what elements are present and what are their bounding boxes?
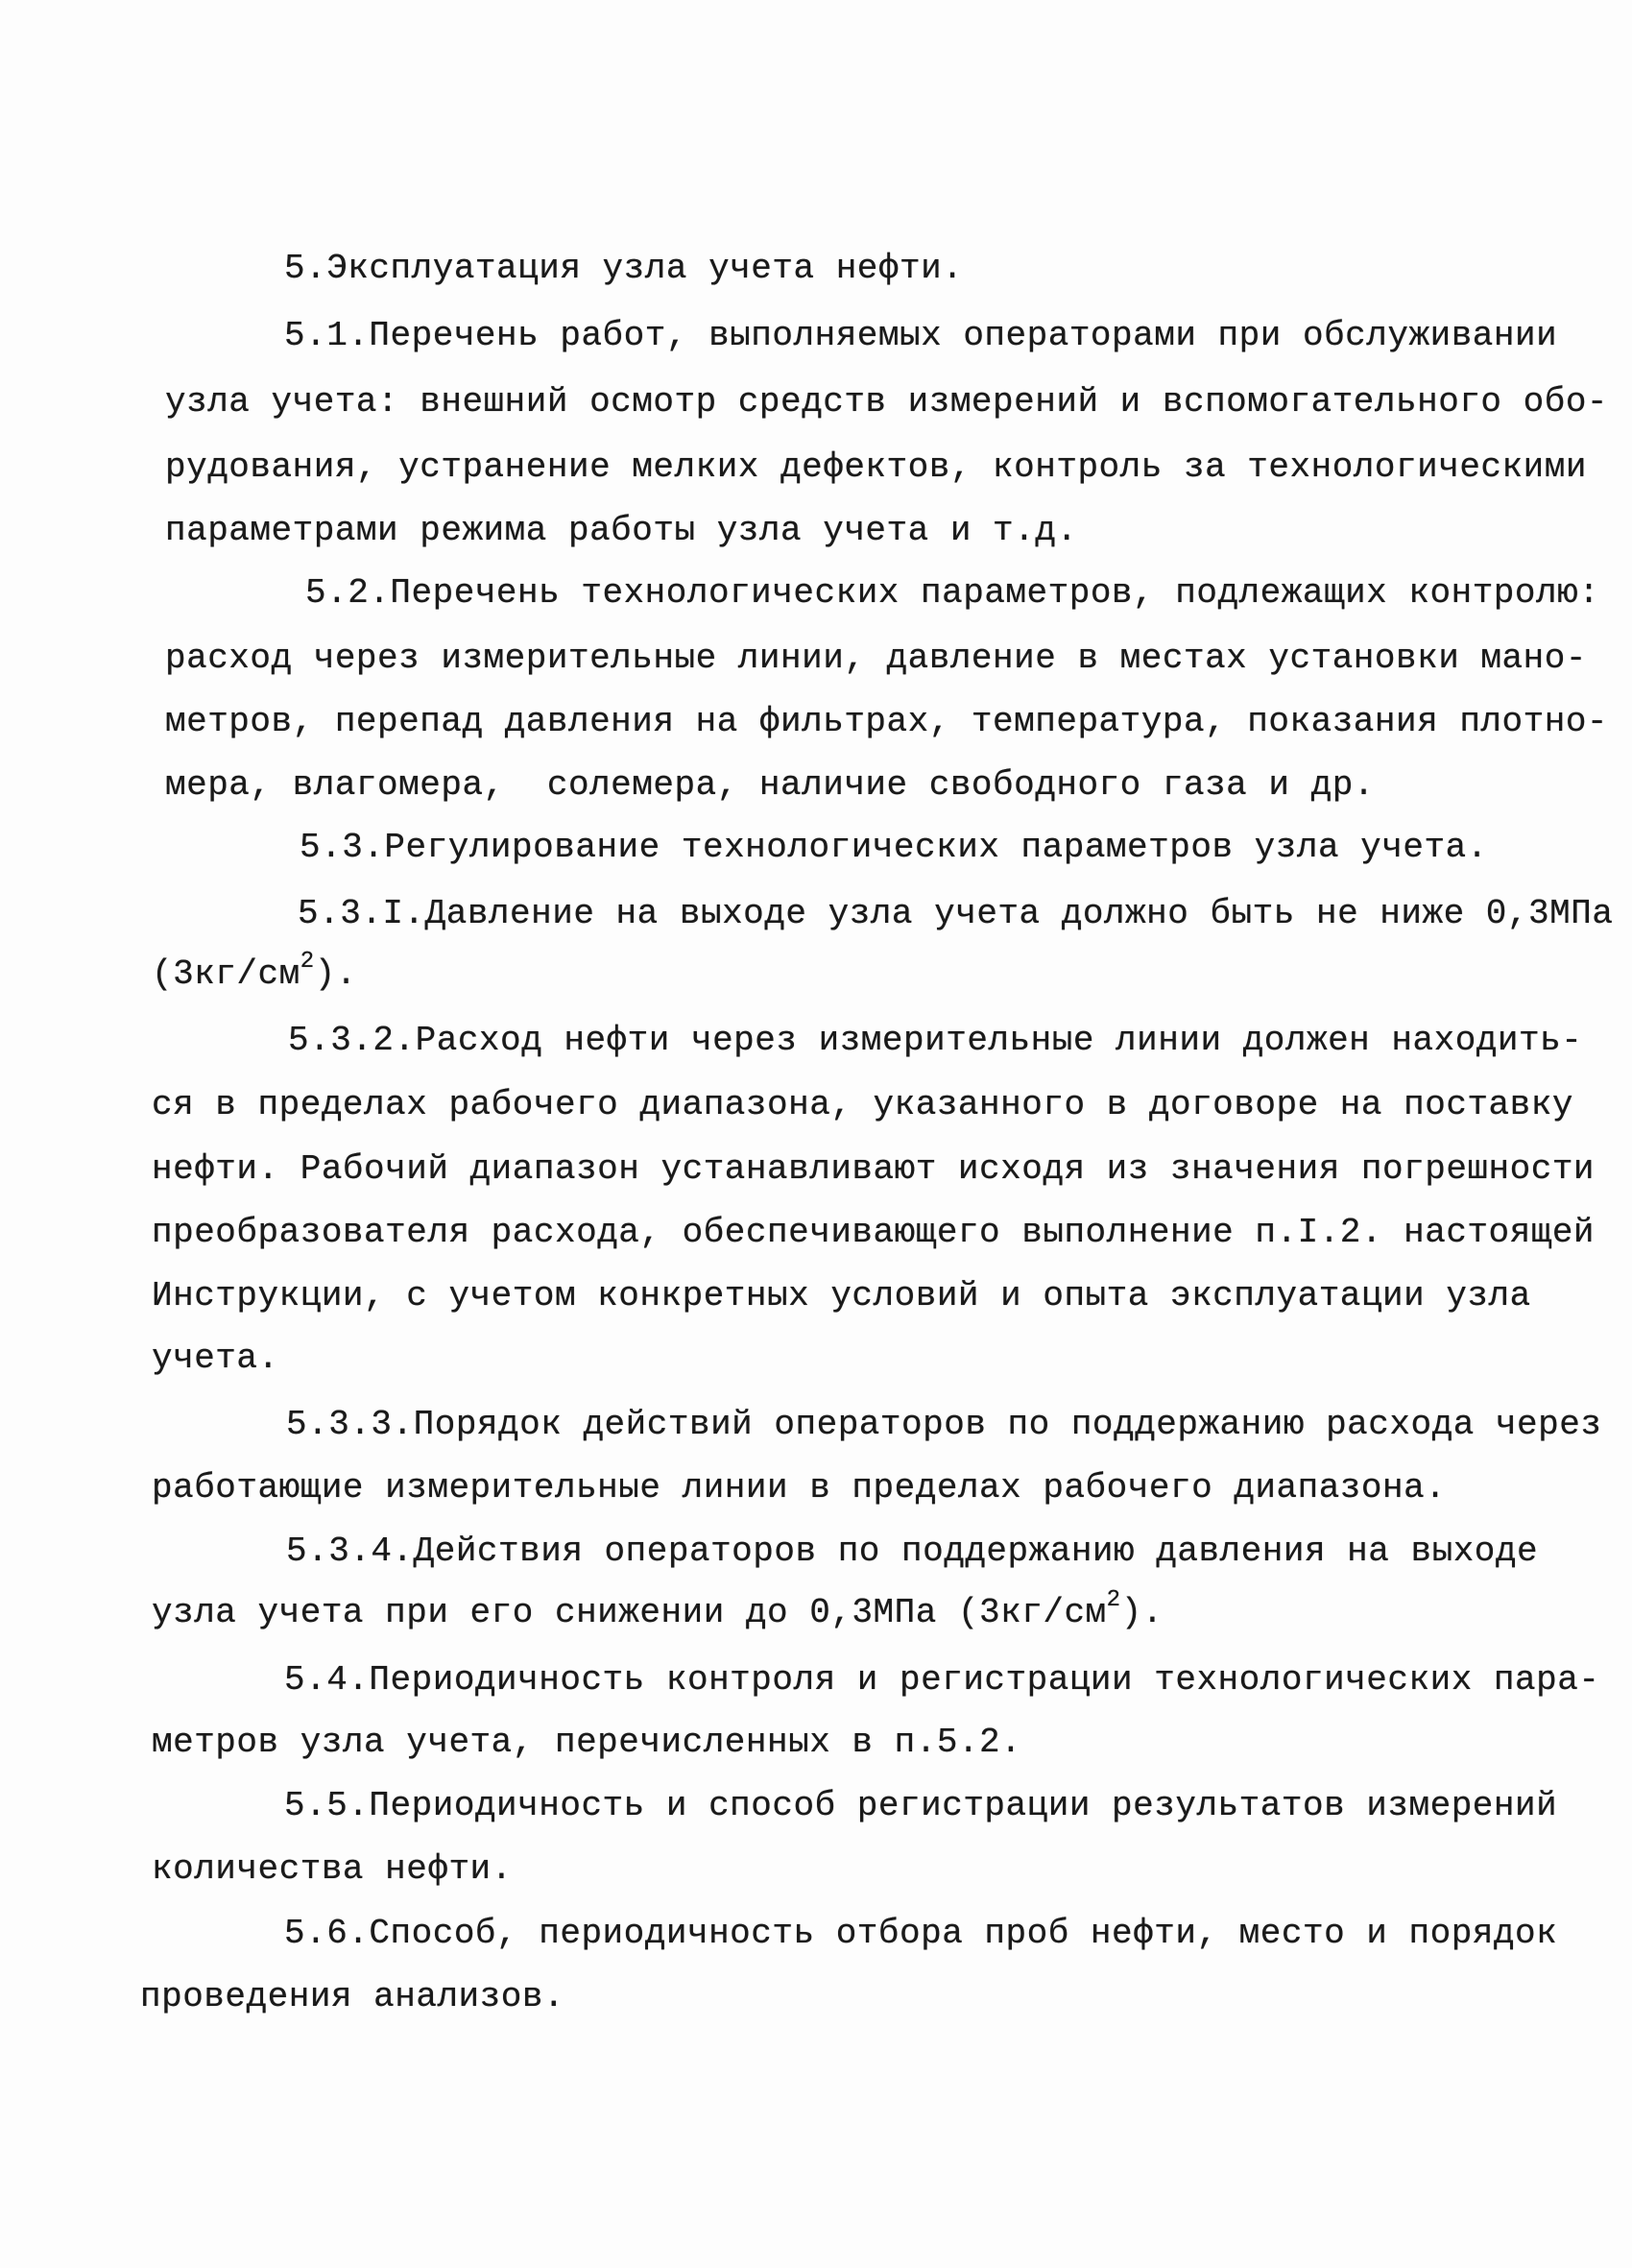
section-5-3-2-line: учета. [152, 1339, 279, 1378]
section-5-3-title: 5.3.Регулирование технологических параметров узла учета. [300, 828, 1488, 867]
section-5-3-1-line [152, 949, 357, 996]
section-5-3-3-line: 5.3.3.Порядок действий операторов по поддержанию расхода через [286, 1405, 1602, 1444]
section-5-3-2-line: Инструкции, с учетом конкретных условий и опыта эксплуатации узла [152, 1276, 1531, 1315]
section-5-2-line: метров, перепад давления на фильтрах, температура, показания плотно- [165, 702, 1609, 741]
section-5-3-1-unit-text: (3кг/см [152, 954, 300, 994]
section-5-3-2-line: преобразователя расхода, обеспечивающего выполнение п.I.2. настоящей [152, 1213, 1596, 1252]
section-5-2-line: мера, влагомера, солемера, наличие свободного газа и др. [165, 765, 1375, 805]
section-5-5-line: количества нефти. [152, 1849, 513, 1889]
section-5-4-line: 5.4.Периодичность контроля и регистрации технологических пара- [284, 1660, 1600, 1700]
section-5-3-4-text: узла учета при его снижении до 0,3МПа (3кг/см [152, 1593, 1107, 1632]
section-5-3-4-line: 5.3.4.Действия операторов по поддержанию давления на выходе [286, 1532, 1539, 1571]
superscript-2: 2 [1106, 1587, 1121, 1613]
section-5-3-2-line: ся в пределах рабочего диапазона, указанного в договоре на поставку [152, 1085, 1573, 1124]
section-5-5-line: 5.5.Периодичность и способ регистрации результатов измерений [284, 1786, 1558, 1825]
section-5-3-2-line: нефти. Рабочий диапазон устанавливают исходя из значения погрешности [152, 1149, 1596, 1189]
section-5-6-line: проведения анализов. [140, 1977, 565, 2016]
section-5-4-line: метров узла учета, перечисленных в п.5.2. [152, 1723, 1022, 1762]
section-5-3-4-line [152, 1587, 1164, 1634]
section-5-1-line: параметрами режима работы узла учета и т.д. [165, 511, 1078, 550]
section-5-2-line: 5.2.Перечень технологических параметров, подлежащих контролю: [305, 573, 1600, 613]
section-5-3-2-line: 5.3.2.Расход нефти через измерительные линии должен находить- [288, 1021, 1583, 1060]
section-5-6-line: 5.6.Способ, периодичность отбора проб нефти, место и порядок [284, 1914, 1558, 1953]
section-5-2-line: расход через измерительные линии, давление в местах установки мано- [165, 639, 1587, 678]
section-5-3-1-line: 5.3.I.Давление на выходе узла учета должно быть не ниже 0,3МПа [298, 894, 1614, 933]
section-5-3-3-line: работающие измерительные линии в пределах рабочего диапазона. [152, 1468, 1447, 1508]
section-5-title: 5.Эксплуатация узла учета нефти. [284, 249, 964, 288]
superscript-2: 2 [300, 949, 315, 975]
section-5-3-1-unit-close: ). [314, 954, 357, 994]
section-5-1-line: рудования, устранение мелких дефектов, контроль за технологическими [165, 447, 1587, 487]
section-5-1-line: узла учета: внешний осмотр средств измерений и вспомогательного обо- [165, 382, 1609, 422]
section-5-3-4-close: ). [1120, 1593, 1164, 1632]
section-5-1-line: 5.1.Перечень работ, выполняемых операторами при обслуживании [284, 316, 1558, 355]
